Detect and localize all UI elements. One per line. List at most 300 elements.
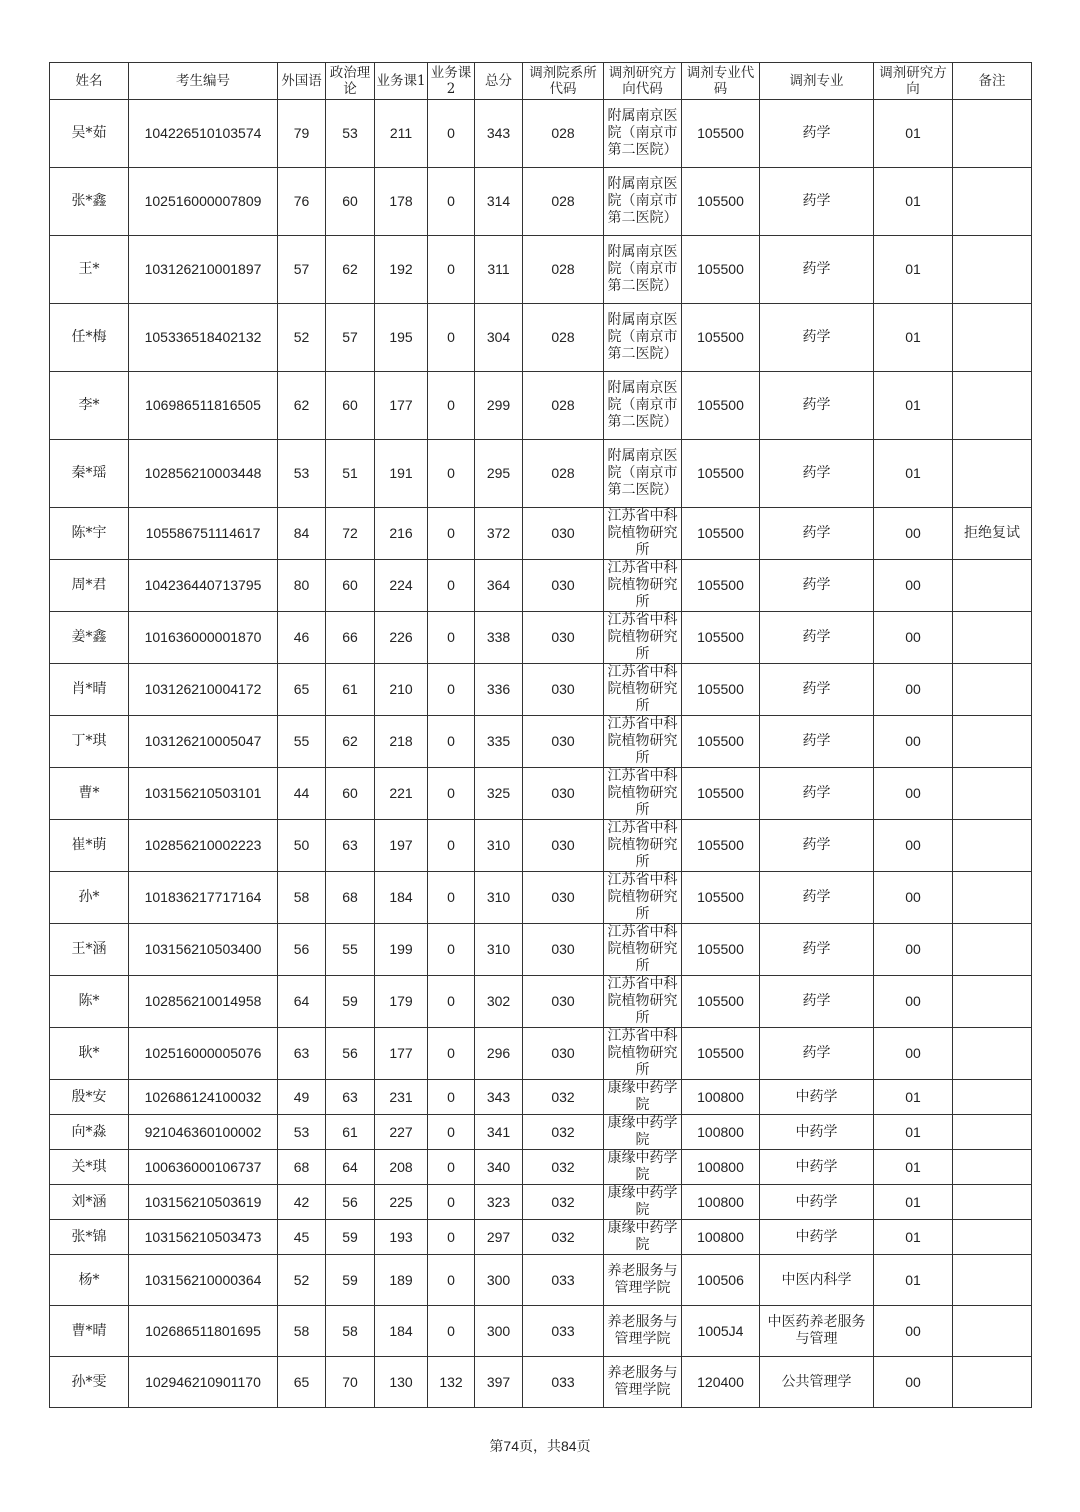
- cell-direction: 01: [874, 1080, 953, 1115]
- cell-direction: 00: [874, 820, 953, 872]
- cell-note: [953, 1306, 1032, 1357]
- table-row: [50, 560, 1032, 612]
- cell-foreign-language: 65: [278, 664, 326, 716]
- cell-note: [953, 1255, 1032, 1306]
- cell-major: 药学: [760, 924, 874, 976]
- cell-exam-id: 103126210001897: [129, 236, 278, 304]
- table-row: [50, 820, 1032, 872]
- cell-foreign-language: 44: [278, 768, 326, 820]
- cell-note: [953, 768, 1032, 820]
- header-cell: 姓名: [50, 63, 129, 100]
- cell-direction: 01: [874, 236, 953, 304]
- cell-major: 药学: [760, 440, 874, 508]
- table-row: [50, 1080, 1032, 1115]
- cell-name: 孙*雯: [50, 1357, 129, 1408]
- cell-major-code: 105500: [682, 768, 760, 820]
- cell-major-code: 1005J4: [682, 1306, 760, 1357]
- cell-major: 药学: [760, 304, 874, 372]
- header-cell: 外国语: [278, 63, 326, 100]
- cell-name: 曹*晴: [50, 1306, 129, 1357]
- cell-course1: 224: [375, 560, 428, 612]
- cell-foreign-language: 62: [278, 372, 326, 440]
- cell-total: 300: [475, 1306, 523, 1357]
- cell-foreign-language: 76: [278, 168, 326, 236]
- cell-course2: 0: [428, 664, 475, 716]
- cell-course2: 0: [428, 508, 475, 560]
- cell-note: [953, 100, 1032, 168]
- cell-dept-name: 江苏省中科院植物研究所: [604, 560, 682, 612]
- cell-foreign-language: 53: [278, 440, 326, 508]
- table-row: [50, 1357, 1032, 1408]
- cell-note: [953, 1115, 1032, 1150]
- cell-major-code: 105500: [682, 820, 760, 872]
- cell-dept-name: 康缘中药学院: [604, 1150, 682, 1185]
- cell-name: 吴*茹: [50, 100, 129, 168]
- cell-course2: 0: [428, 560, 475, 612]
- table-row: [50, 1306, 1032, 1357]
- cell-foreign-language: 42: [278, 1185, 326, 1220]
- cell-direction: 01: [874, 168, 953, 236]
- cell-note: [953, 236, 1032, 304]
- cell-exam-id: 102946210901170: [129, 1357, 278, 1408]
- cell-dept-code: 030: [523, 664, 604, 716]
- cell-exam-id: 103156210503473: [129, 1220, 278, 1255]
- cell-politics: 59: [326, 976, 375, 1028]
- cell-course2: 0: [428, 976, 475, 1028]
- cell-dept-code: 030: [523, 872, 604, 924]
- cell-major: 中药学: [760, 1185, 874, 1220]
- header-cell: 调剂研究方向代码: [604, 63, 682, 100]
- table-row: [50, 1150, 1032, 1185]
- cell-course1: 226: [375, 612, 428, 664]
- cell-foreign-language: 58: [278, 1306, 326, 1357]
- cell-note: [953, 976, 1032, 1028]
- cell-note: [953, 1080, 1032, 1115]
- table-row: [50, 768, 1032, 820]
- cell-exam-id: 102686511801695: [129, 1306, 278, 1357]
- cell-course1: 199: [375, 924, 428, 976]
- cell-foreign-language: 64: [278, 976, 326, 1028]
- cell-exam-id: 102856210003448: [129, 440, 278, 508]
- cell-exam-id: 104226510103574: [129, 100, 278, 168]
- header-cell: 调剂研究方向: [874, 63, 953, 100]
- cell-name: 杨*: [50, 1255, 129, 1306]
- cell-name: 关*琪: [50, 1150, 129, 1185]
- cell-note: [953, 440, 1032, 508]
- cell-note: [953, 1150, 1032, 1185]
- cell-foreign-language: 53: [278, 1115, 326, 1150]
- table-row: [50, 716, 1032, 768]
- cell-course1: 178: [375, 168, 428, 236]
- cell-direction: 00: [874, 924, 953, 976]
- cell-direction: 00: [874, 560, 953, 612]
- cell-direction: 00: [874, 768, 953, 820]
- cell-dept-code: 030: [523, 924, 604, 976]
- cell-name: 丁*琪: [50, 716, 129, 768]
- cell-note: [953, 820, 1032, 872]
- cell-course2: 0: [428, 872, 475, 924]
- cell-dept-code: 028: [523, 100, 604, 168]
- cell-direction: 01: [874, 100, 953, 168]
- cell-dept-code: 030: [523, 976, 604, 1028]
- cell-politics: 53: [326, 100, 375, 168]
- table-body: [50, 100, 1032, 1408]
- cell-foreign-language: 49: [278, 1080, 326, 1115]
- header-cell: 备注: [953, 63, 1032, 100]
- cell-total: 296: [475, 1028, 523, 1080]
- table-row: [50, 440, 1032, 508]
- cell-note: [953, 716, 1032, 768]
- cell-major: 药学: [760, 560, 874, 612]
- cell-total: 343: [475, 1080, 523, 1115]
- cell-total: 340: [475, 1150, 523, 1185]
- cell-total: 397: [475, 1357, 523, 1408]
- cell-course2: 0: [428, 1150, 475, 1185]
- table-row: [50, 372, 1032, 440]
- cell-name: 秦*瑶: [50, 440, 129, 508]
- cell-dept-code: 028: [523, 236, 604, 304]
- cell-exam-id: 103156210503619: [129, 1185, 278, 1220]
- cell-name: 姜*鑫: [50, 612, 129, 664]
- cell-politics: 59: [326, 1220, 375, 1255]
- cell-direction: 01: [874, 1115, 953, 1150]
- cell-note: 拒绝复试: [953, 508, 1032, 560]
- cell-course2: 0: [428, 1115, 475, 1150]
- cell-total: 304: [475, 304, 523, 372]
- cell-dept-name: 江苏省中科院植物研究所: [604, 1028, 682, 1080]
- cell-direction: 00: [874, 1306, 953, 1357]
- cell-note: [953, 1357, 1032, 1408]
- cell-major: 药学: [760, 372, 874, 440]
- cell-exam-id: 105586751114617: [129, 508, 278, 560]
- cell-politics: 64: [326, 1150, 375, 1185]
- cell-course2: 0: [428, 372, 475, 440]
- cell-major: 中药学: [760, 1220, 874, 1255]
- table-row: [50, 1115, 1032, 1150]
- cell-total: 310: [475, 924, 523, 976]
- cell-total: 297: [475, 1220, 523, 1255]
- cell-exam-id: 101836217717164: [129, 872, 278, 924]
- cell-exam-id: 102686124100032: [129, 1080, 278, 1115]
- cell-name: 殷*安: [50, 1080, 129, 1115]
- cell-name: 崔*萌: [50, 820, 129, 872]
- cell-name: 王*: [50, 236, 129, 304]
- cell-dept-code: 033: [523, 1255, 604, 1306]
- table-row: [50, 976, 1032, 1028]
- cell-course2: 0: [428, 768, 475, 820]
- cell-name: 张*锦: [50, 1220, 129, 1255]
- cell-politics: 60: [326, 372, 375, 440]
- cell-dept-code: 028: [523, 304, 604, 372]
- cell-foreign-language: 46: [278, 612, 326, 664]
- cell-politics: 60: [326, 168, 375, 236]
- cell-course1: 221: [375, 768, 428, 820]
- cell-course1: 192: [375, 236, 428, 304]
- cell-dept-code: 032: [523, 1220, 604, 1255]
- cell-direction: 00: [874, 1357, 953, 1408]
- cell-foreign-language: 45: [278, 1220, 326, 1255]
- cell-direction: 01: [874, 304, 953, 372]
- cell-total: 335: [475, 716, 523, 768]
- cell-dept-code: 030: [523, 508, 604, 560]
- cell-major-code: 100800: [682, 1150, 760, 1185]
- cell-dept-name: 江苏省中科院植物研究所: [604, 716, 682, 768]
- cell-total: 310: [475, 820, 523, 872]
- cell-direction: 00: [874, 872, 953, 924]
- cell-name: 刘*涵: [50, 1185, 129, 1220]
- cell-dept-code: 028: [523, 440, 604, 508]
- cell-course1: 197: [375, 820, 428, 872]
- cell-exam-id: 102856210014958: [129, 976, 278, 1028]
- cell-direction: 00: [874, 612, 953, 664]
- cell-direction: 00: [874, 976, 953, 1028]
- cell-course1: 218: [375, 716, 428, 768]
- table-row: [50, 508, 1032, 560]
- cell-dept-code: 028: [523, 372, 604, 440]
- table-row: [50, 1028, 1032, 1080]
- cell-major-code: 105500: [682, 924, 760, 976]
- cell-course2: 0: [428, 304, 475, 372]
- cell-major-code: 105500: [682, 372, 760, 440]
- cell-major: 药学: [760, 508, 874, 560]
- cell-course2: 0: [428, 440, 475, 508]
- cell-politics: 62: [326, 716, 375, 768]
- cell-exam-id: 103156210000364: [129, 1255, 278, 1306]
- cell-dept-name: 江苏省中科院植物研究所: [604, 820, 682, 872]
- cell-name: 耿*: [50, 1028, 129, 1080]
- cell-dept-name: 附属南京医院（南京市第二医院）: [604, 100, 682, 168]
- cell-major: 药学: [760, 976, 874, 1028]
- cell-name: 曹*: [50, 768, 129, 820]
- cell-exam-id: 103126210004172: [129, 664, 278, 716]
- table-row: [50, 236, 1032, 304]
- cell-major: 药学: [760, 664, 874, 716]
- cell-course2: 0: [428, 1255, 475, 1306]
- cell-exam-id: 102856210002223: [129, 820, 278, 872]
- page-total: 84: [561, 1438, 577, 1454]
- cell-course1: 193: [375, 1220, 428, 1255]
- cell-foreign-language: 57: [278, 236, 326, 304]
- cell-major-code: 100800: [682, 1115, 760, 1150]
- cell-dept-code: 032: [523, 1115, 604, 1150]
- cell-total: 338: [475, 612, 523, 664]
- cell-direction: 01: [874, 1220, 953, 1255]
- cell-dept-code: 030: [523, 1028, 604, 1080]
- cell-major-code: 105500: [682, 236, 760, 304]
- cell-course1: 231: [375, 1080, 428, 1115]
- cell-course1: 195: [375, 304, 428, 372]
- cell-major: 药学: [760, 236, 874, 304]
- cell-course1: 177: [375, 1028, 428, 1080]
- cell-total: 311: [475, 236, 523, 304]
- cell-total: 295: [475, 440, 523, 508]
- cell-total: 310: [475, 872, 523, 924]
- page-footer: [0, 1436, 1080, 1456]
- table-row: [50, 612, 1032, 664]
- cell-course1: 216: [375, 508, 428, 560]
- cell-dept-name: 养老服务与管理学院: [604, 1306, 682, 1357]
- cell-total: 372: [475, 508, 523, 560]
- cell-dept-code: 028: [523, 168, 604, 236]
- cell-foreign-language: 80: [278, 560, 326, 612]
- cell-exam-id: 103156210503400: [129, 924, 278, 976]
- cell-dept-name: 附属南京医院（南京市第二医院）: [604, 372, 682, 440]
- cell-name: 陈*: [50, 976, 129, 1028]
- cell-exam-id: 102516000005076: [129, 1028, 278, 1080]
- cell-dept-code: 030: [523, 820, 604, 872]
- cell-course2: 0: [428, 100, 475, 168]
- cell-direction: 00: [874, 716, 953, 768]
- cell-direction: 01: [874, 1150, 953, 1185]
- cell-exam-id: 921046360100002: [129, 1115, 278, 1150]
- cell-course1: 191: [375, 440, 428, 508]
- cell-course1: 184: [375, 1306, 428, 1357]
- cell-note: [953, 304, 1032, 372]
- cell-dept-name: 附属南京医院（南京市第二医院）: [604, 304, 682, 372]
- cell-total: 341: [475, 1115, 523, 1150]
- cell-foreign-language: 58: [278, 872, 326, 924]
- cell-exam-id: 105336518402132: [129, 304, 278, 372]
- cell-foreign-language: 56: [278, 924, 326, 976]
- cell-course2: 0: [428, 1220, 475, 1255]
- cell-note: [953, 1220, 1032, 1255]
- cell-name: 李*: [50, 372, 129, 440]
- cell-direction: 01: [874, 440, 953, 508]
- cell-major: 药学: [760, 820, 874, 872]
- header-cell: 业务课2: [428, 63, 475, 100]
- cell-total: 343: [475, 100, 523, 168]
- cell-direction: 00: [874, 664, 953, 716]
- cell-note: [953, 1028, 1032, 1080]
- cell-dept-code: 033: [523, 1306, 604, 1357]
- cell-foreign-language: 50: [278, 820, 326, 872]
- cell-major-code: 105500: [682, 612, 760, 664]
- cell-major: 药学: [760, 1028, 874, 1080]
- header-cell: 考生编号: [129, 63, 278, 100]
- cell-dept-name: 康缘中药学院: [604, 1115, 682, 1150]
- cell-foreign-language: 65: [278, 1357, 326, 1408]
- cell-dept-name: 江苏省中科院植物研究所: [604, 872, 682, 924]
- cell-course2: 0: [428, 716, 475, 768]
- cell-dept-name: 康缘中药学院: [604, 1080, 682, 1115]
- cell-dept-code: 032: [523, 1150, 604, 1185]
- cell-dept-name: 康缘中药学院: [604, 1185, 682, 1220]
- cell-course2: 0: [428, 1080, 475, 1115]
- cell-major-code: 105500: [682, 508, 760, 560]
- cell-dept-code: 030: [523, 716, 604, 768]
- cell-dept-name: 江苏省中科院植物研究所: [604, 976, 682, 1028]
- cell-exam-id: 106986511816505: [129, 372, 278, 440]
- cell-major-code: 105500: [682, 872, 760, 924]
- table-row: [50, 1185, 1032, 1220]
- cell-exam-id: 103156210503101: [129, 768, 278, 820]
- cell-name: 任*梅: [50, 304, 129, 372]
- cell-dept-code: 032: [523, 1185, 604, 1220]
- cell-dept-name: 养老服务与管理学院: [604, 1357, 682, 1408]
- page-number: 74: [503, 1438, 519, 1454]
- cell-note: [953, 560, 1032, 612]
- cell-course1: 189: [375, 1255, 428, 1306]
- cell-course1: 208: [375, 1150, 428, 1185]
- cell-course2: 0: [428, 168, 475, 236]
- header-cell: 政治理论: [326, 63, 375, 100]
- cell-course2: 0: [428, 924, 475, 976]
- cell-politics: 55: [326, 924, 375, 976]
- cell-foreign-language: 68: [278, 1150, 326, 1185]
- footer-prefix: 第: [489, 1439, 504, 1455]
- cell-politics: 58: [326, 1306, 375, 1357]
- cell-dept-name: 江苏省中科院植物研究所: [604, 508, 682, 560]
- cell-foreign-language: 63: [278, 1028, 326, 1080]
- cell-foreign-language: 52: [278, 1255, 326, 1306]
- cell-total: 323: [475, 1185, 523, 1220]
- cell-major-code: 100800: [682, 1080, 760, 1115]
- cell-total: 314: [475, 168, 523, 236]
- cell-politics: 60: [326, 560, 375, 612]
- cell-dept-code: 032: [523, 1080, 604, 1115]
- cell-major: 中药学: [760, 1080, 874, 1115]
- cell-course1: 179: [375, 976, 428, 1028]
- cell-politics: 57: [326, 304, 375, 372]
- cell-foreign-language: 79: [278, 100, 326, 168]
- cell-note: [953, 1185, 1032, 1220]
- cell-major-code: 105500: [682, 976, 760, 1028]
- cell-exam-id: 100636000106737: [129, 1150, 278, 1185]
- table-row: [50, 1220, 1032, 1255]
- cell-direction: 01: [874, 1185, 953, 1220]
- cell-dept-name: 康缘中药学院: [604, 1220, 682, 1255]
- cell-major-code: 100800: [682, 1185, 760, 1220]
- cell-course1: 130: [375, 1357, 428, 1408]
- cell-note: [953, 372, 1032, 440]
- cell-major-code: 105500: [682, 560, 760, 612]
- cell-course2: 132: [428, 1357, 475, 1408]
- cell-major: 药学: [760, 612, 874, 664]
- cell-name: 肖*晴: [50, 664, 129, 716]
- footer-mid: 页，共: [519, 1439, 561, 1455]
- cell-exam-id: 101636000001870: [129, 612, 278, 664]
- table-row: [50, 1255, 1032, 1306]
- header-cell: 总分: [475, 63, 523, 100]
- cell-politics: 61: [326, 1115, 375, 1150]
- cell-dept-code: 030: [523, 612, 604, 664]
- cell-course2: 0: [428, 612, 475, 664]
- cell-dept-name: 江苏省中科院植物研究所: [604, 664, 682, 716]
- cell-politics: 60: [326, 768, 375, 820]
- cell-major-code: 105500: [682, 440, 760, 508]
- cell-note: [953, 924, 1032, 976]
- cell-politics: 68: [326, 872, 375, 924]
- cell-politics: 61: [326, 664, 375, 716]
- cell-dept-name: 养老服务与管理学院: [604, 1255, 682, 1306]
- cell-major: 中医内科学: [760, 1255, 874, 1306]
- cell-note: [953, 168, 1032, 236]
- cell-dept-name: 江苏省中科院植物研究所: [604, 924, 682, 976]
- cell-dept-name: 江苏省中科院植物研究所: [604, 768, 682, 820]
- cell-course2: 0: [428, 1185, 475, 1220]
- cell-direction: 01: [874, 372, 953, 440]
- cell-course1: 227: [375, 1115, 428, 1150]
- cell-politics: 70: [326, 1357, 375, 1408]
- cell-major: 药学: [760, 716, 874, 768]
- header-cell: 调剂专业: [760, 63, 874, 100]
- cell-politics: 51: [326, 440, 375, 508]
- cell-foreign-language: 55: [278, 716, 326, 768]
- table-row: [50, 304, 1032, 372]
- cell-major: 药学: [760, 168, 874, 236]
- cell-exam-id: 102516000007809: [129, 168, 278, 236]
- cell-course1: 211: [375, 100, 428, 168]
